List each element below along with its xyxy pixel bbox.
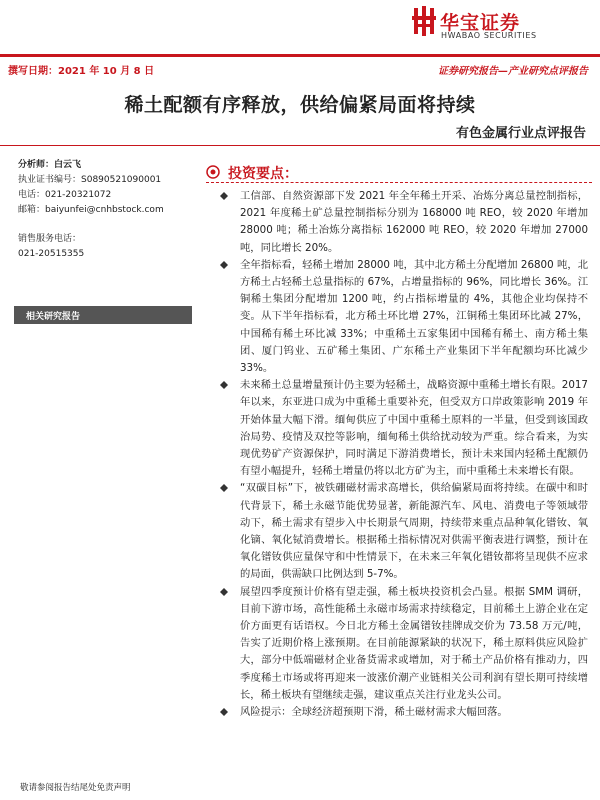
list-item: [222, 188, 588, 257]
bullet-text: 全年指标看，轻稀土增加 28000 吨，其中北方稀土分配增加 26800 吨，北方稀土占轻稀土总量指标的 67%，占增量指标的 96%，同比增长 36%。江铜稀土集团分配增加 1200 吨，约占指标增量的 4%，其他企业均保持不变。从下半年指标看，北方稀土环比增 27%，江铜稀土集团环比减 27%，中国稀有稀土环比减 33%；中重稀土五家集团中国稀有稀土、南方稀土集团、厦门钨业、五矿稀土集团、广东稀土产业集团下半年配额均环比减少 33%。: [240, 258, 588, 375]
report-date: 撰写日期：2021 年 10 月 8 日: [8, 66, 155, 77]
bullet-text: 风险提示：全球经济超预期下滑，稀土磁材需求大幅回落。: [240, 706, 508, 719]
company-logo: [412, 6, 588, 42]
bullet-text: 工信部、自然资源部下发 2021 年全年稀土开采、冶炼分离总量控制指标，2021 年度稀土矿总量控制指标分别为 168000 吨 REO，较 2020 年增加 28000 吨；稀土冶炼分离指标 162000 吨 REO，较 2020 年增加 27000 吨，同比增长 20%。: [240, 190, 588, 254]
diamond-bullet-icon: [220, 381, 228, 389]
analyst-name: 分析师：白云飞: [18, 160, 82, 170]
report-title: 稀土配额有序释放，供给偏紧局面将持续: [124, 94, 476, 116]
section-heading: 投资要点：: [228, 166, 298, 182]
list-item: [222, 584, 588, 704]
investment-highlights-header: [206, 162, 586, 184]
sales-phone-label: 销售服务电话：: [18, 234, 82, 244]
hwabao-logo-icon: [412, 6, 436, 36]
related-reports-header: [14, 306, 192, 324]
logo-text-cn: 华宝证券: [440, 12, 521, 34]
report-type: 证券研究报告—产业研究点评报告: [438, 66, 588, 77]
analyst-email: 邮箱：baiyunfei@cnhbstock.com: [18, 205, 164, 215]
logo-text-en: HWABAO SECURITIES: [441, 31, 537, 40]
diamond-bullet-icon: [220, 708, 228, 716]
sales-phone: 021-20515355: [18, 249, 85, 259]
target-bullet-icon: [206, 165, 220, 179]
diamond-bullet-icon: [220, 192, 228, 200]
analyst-phone: 电话：021-20321072: [18, 190, 112, 200]
bullet-text: 未来稀土总量增量预计仍主要为轻稀土，战略资源中重稀土增长有限。2017 年以来，东亚进口成为中重稀土重要补充，但受双方口岸政策影响 2019 年开始体量大幅下滑。缅甸供应了中国中重稀土原料的一半量，但受到该国政治局势、疫情及双控等影响，缅甸稀土供给扰动较为严重。综合看来，为实现优势矿产资源保护，同时满足下游消费增长，预计未来国内轻稀土配额仍有望小幅提升，轻稀土增量仍将以北方矿为主，而中重稀土未来增长有限。: [240, 379, 588, 478]
list-item: [222, 480, 588, 583]
report-subtitle: 有色金属行业点评报告: [455, 126, 586, 141]
certificate-number: 执业证书编号：S0890521090001: [18, 175, 162, 185]
related-reports-label: 相关研究报告: [26, 312, 81, 322]
section-divider: [206, 182, 592, 183]
diamond-bullet-icon: [220, 484, 228, 492]
list-item: [222, 257, 588, 377]
analyst-sidebar: [18, 158, 188, 262]
diamond-bullet-icon: [220, 588, 228, 596]
title-divider: [0, 145, 600, 146]
list-item: [222, 377, 588, 480]
bullet-text: 展望四季度预计价格有望走强，稀土板块投资机会凸显。根据 SMM 调研，目前下游市场，高性能稀土永磁市场需求持续稳定，目前稀土上游企业在定价方面更有话语权。今日北方稀土金属镨钕挂牌成交价为 73.58 万元/吨，告实了近期价格上涨预期。在目前能源紧缺的状况下，稀土原料供应风险扩大，部分中低端磁材企业备货需求或增加，对于稀土产品价格有推动力，四季度稀土市场或将再迎来一波涨价潮产业链相关公司利润有望长期可持续增长，稀土板块有望继续走强，建议重点关注行业龙头公司。: [240, 585, 588, 701]
diamond-bullet-icon: [220, 261, 228, 269]
header-divider: [0, 54, 600, 57]
investment-highlights-list: [222, 188, 588, 721]
disclaimer-footer: 敬请参阅报告结尾处免责声明: [20, 783, 131, 793]
list-item: [222, 704, 588, 721]
bullet-text: “双碳目标”下，被铁硼磁材需求高增长，供给偏紧局面将持续。在碳中和时代背景下，稀土永磁节能优势显著，新能源汽车、风电、消费电子等领域带动下，稀土需求有望步入中长期景气周期，持续带来重点品种氧化镨钕、氧化镝、氧化铽消费增长。根据稀土指标情况对供需平衡表进行调整，预计在氧化镨钕供应量保守和中性情景下，在未来三年氧化镨钕都将呈现供不应求的局面，供需缺口比例达到 5-7%。: [240, 482, 588, 581]
